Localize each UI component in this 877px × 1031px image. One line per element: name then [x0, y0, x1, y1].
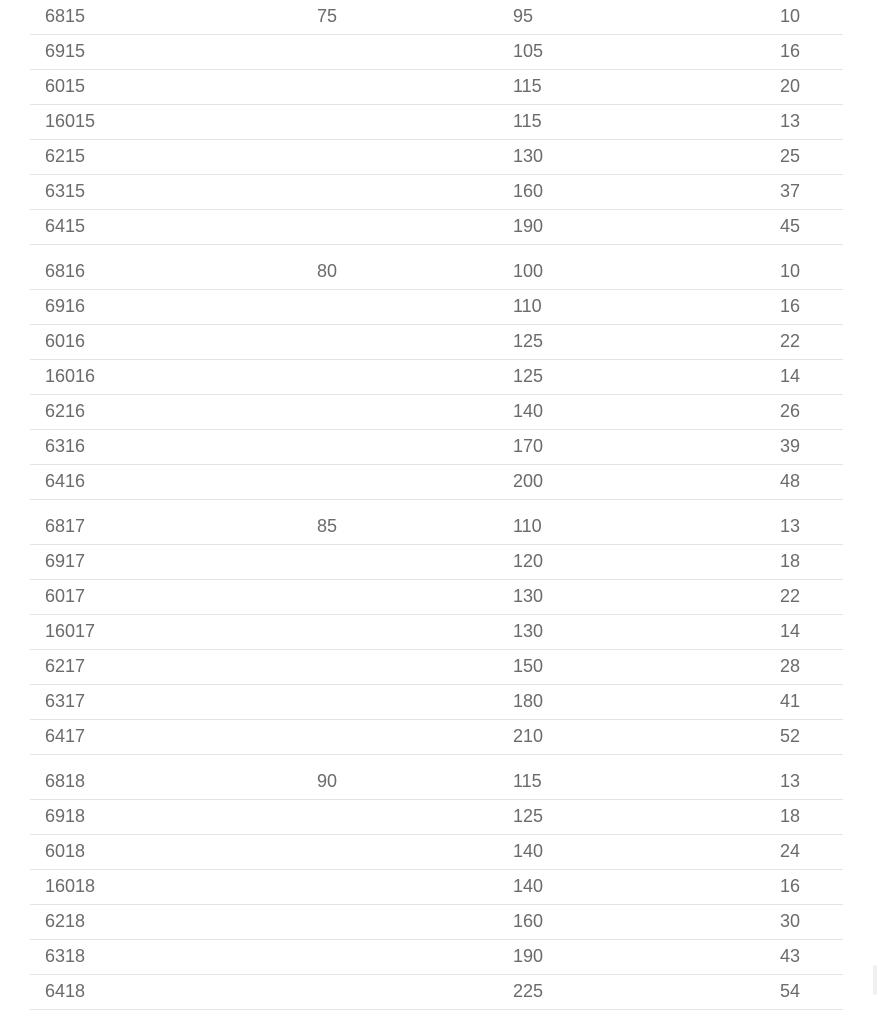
table-row [30, 685, 843, 720]
width-cell: 39 [779, 436, 801, 456]
outer-diameter-cell: 115 [513, 111, 542, 131]
width-cell: 45 [779, 216, 801, 236]
width-cell: 14 [779, 621, 801, 641]
outer-diameter-cell: 100 [513, 261, 544, 281]
bearing-model-cell: 6815 [45, 6, 86, 26]
width-cell: 37 [779, 181, 801, 201]
table-row-group [30, 0, 843, 245]
outer-diameter-cell: 170 [513, 436, 544, 456]
width-cell: 16 [779, 41, 801, 61]
width-cell: 54 [779, 981, 801, 1001]
width-cell: 41 [779, 691, 801, 711]
bearing-model-cell: 6915 [45, 41, 86, 61]
outer-diameter-cell: 200 [513, 471, 544, 491]
width-cell: 52 [779, 726, 801, 746]
width-cell: 22 [779, 331, 801, 351]
width-cell: 48 [779, 471, 801, 491]
outer-diameter-cell: 125 [513, 806, 544, 826]
width-cell: 16 [779, 296, 801, 316]
outer-diameter-cell: 160 [513, 911, 544, 931]
table-row [30, 290, 843, 325]
table-row [30, 0, 843, 35]
width-cell: 43 [779, 946, 801, 966]
outer-diameter-cell: 110 [513, 296, 542, 316]
bearing-model-cell: 6816 [45, 261, 86, 281]
outer-diameter-cell: 130 [513, 621, 544, 641]
table-row [30, 465, 843, 500]
bore-diameter-cell: 85 [317, 516, 338, 536]
bearing-model-cell: 6817 [45, 516, 86, 536]
table-row [30, 395, 843, 430]
outer-diameter-cell: 210 [513, 726, 544, 746]
outer-diameter-cell: 180 [513, 691, 544, 711]
outer-diameter-cell: 190 [513, 216, 544, 236]
table-row [30, 255, 843, 290]
bearing-model-cell: 6317 [45, 691, 86, 711]
bearing-model-cell: 6917 [45, 551, 86, 571]
table-row [30, 105, 843, 140]
bearing-model-cell: 6015 [45, 76, 86, 96]
bearing-model-cell: 6217 [45, 656, 86, 676]
outer-diameter-cell: 140 [513, 401, 544, 421]
width-cell: 10 [779, 261, 801, 281]
outer-diameter-cell: 115 [513, 76, 542, 96]
table-row [30, 35, 843, 70]
table-row [30, 510, 843, 545]
width-cell: 10 [779, 6, 801, 26]
width-cell: 18 [779, 551, 801, 571]
bearing-size-table [30, 0, 843, 1020]
outer-diameter-cell: 125 [513, 331, 544, 351]
outer-diameter-cell: 105 [513, 41, 544, 61]
bearing-model-cell: 6017 [45, 586, 86, 606]
bearing-model-cell: 6818 [45, 771, 86, 791]
width-cell: 13 [779, 771, 801, 791]
table-row [30, 765, 843, 800]
outer-diameter-cell: 115 [513, 771, 542, 791]
bearing-model-cell: 6316 [45, 436, 86, 456]
table-row [30, 720, 843, 755]
bearing-model-cell: 6018 [45, 841, 86, 861]
bearing-model-cell: 16016 [45, 366, 96, 386]
outer-diameter-cell: 190 [513, 946, 544, 966]
bore-diameter-cell: 90 [317, 771, 338, 791]
table-row-group [30, 765, 843, 1010]
bearing-model-cell: 6315 [45, 181, 86, 201]
bearing-model-cell: 6916 [45, 296, 86, 316]
width-cell: 28 [779, 656, 801, 676]
outer-diameter-cell: 130 [513, 146, 544, 166]
table-row [30, 140, 843, 175]
width-cell: 26 [779, 401, 801, 421]
table-row [30, 835, 843, 870]
bearing-model-cell: 6418 [45, 981, 86, 1001]
outer-diameter-cell: 140 [513, 876, 544, 896]
bearing-model-cell: 6216 [45, 401, 86, 421]
table-row [30, 580, 843, 615]
outer-diameter-cell: 140 [513, 841, 544, 861]
outer-diameter-cell: 150 [513, 656, 544, 676]
bearing-model-cell: 16015 [45, 111, 96, 131]
bearing-model-cell: 6415 [45, 216, 86, 236]
width-cell: 13 [779, 516, 801, 536]
table-row [30, 175, 843, 210]
outer-diameter-cell: 95 [513, 6, 534, 26]
bearing-model-cell: 6215 [45, 146, 86, 166]
table-row [30, 650, 843, 685]
table-row [30, 360, 843, 395]
bearing-model-cell: 6918 [45, 806, 86, 826]
table-row [30, 800, 843, 835]
table-row [30, 70, 843, 105]
table-row [30, 940, 843, 975]
table-row [30, 905, 843, 940]
outer-diameter-cell: 110 [513, 516, 542, 536]
table-row-group [30, 255, 843, 500]
bore-diameter-cell: 75 [317, 6, 338, 26]
width-cell: 16 [779, 876, 801, 896]
bearing-model-cell: 6318 [45, 946, 86, 966]
width-cell: 13 [779, 111, 801, 131]
table-row [30, 325, 843, 360]
table-row [30, 870, 843, 905]
bearing-model-cell: 6417 [45, 726, 86, 746]
outer-diameter-cell: 120 [513, 551, 544, 571]
table-row [30, 975, 843, 1010]
outer-diameter-cell: 225 [513, 981, 544, 1001]
table-row-group [30, 510, 843, 755]
scrollbar[interactable] [873, 965, 877, 995]
bearing-model-cell: 16017 [45, 621, 96, 641]
outer-diameter-cell: 160 [513, 181, 544, 201]
width-cell: 24 [779, 841, 801, 861]
bearing-model-cell: 6016 [45, 331, 86, 351]
outer-diameter-cell: 130 [513, 586, 544, 606]
width-cell: 20 [779, 76, 801, 96]
bearing-model-cell: 6416 [45, 471, 86, 491]
width-cell: 18 [779, 806, 801, 826]
width-cell: 22 [779, 586, 801, 606]
bearing-model-cell: 6218 [45, 911, 86, 931]
width-cell: 25 [779, 146, 801, 166]
table-row [30, 615, 843, 650]
table-row [30, 210, 843, 245]
table-row [30, 430, 843, 465]
outer-diameter-cell: 125 [513, 366, 544, 386]
bore-diameter-cell: 80 [317, 261, 338, 281]
bearing-model-cell: 16018 [45, 876, 96, 896]
table-row [30, 545, 843, 580]
width-cell: 30 [779, 911, 801, 931]
width-cell: 14 [779, 366, 801, 386]
